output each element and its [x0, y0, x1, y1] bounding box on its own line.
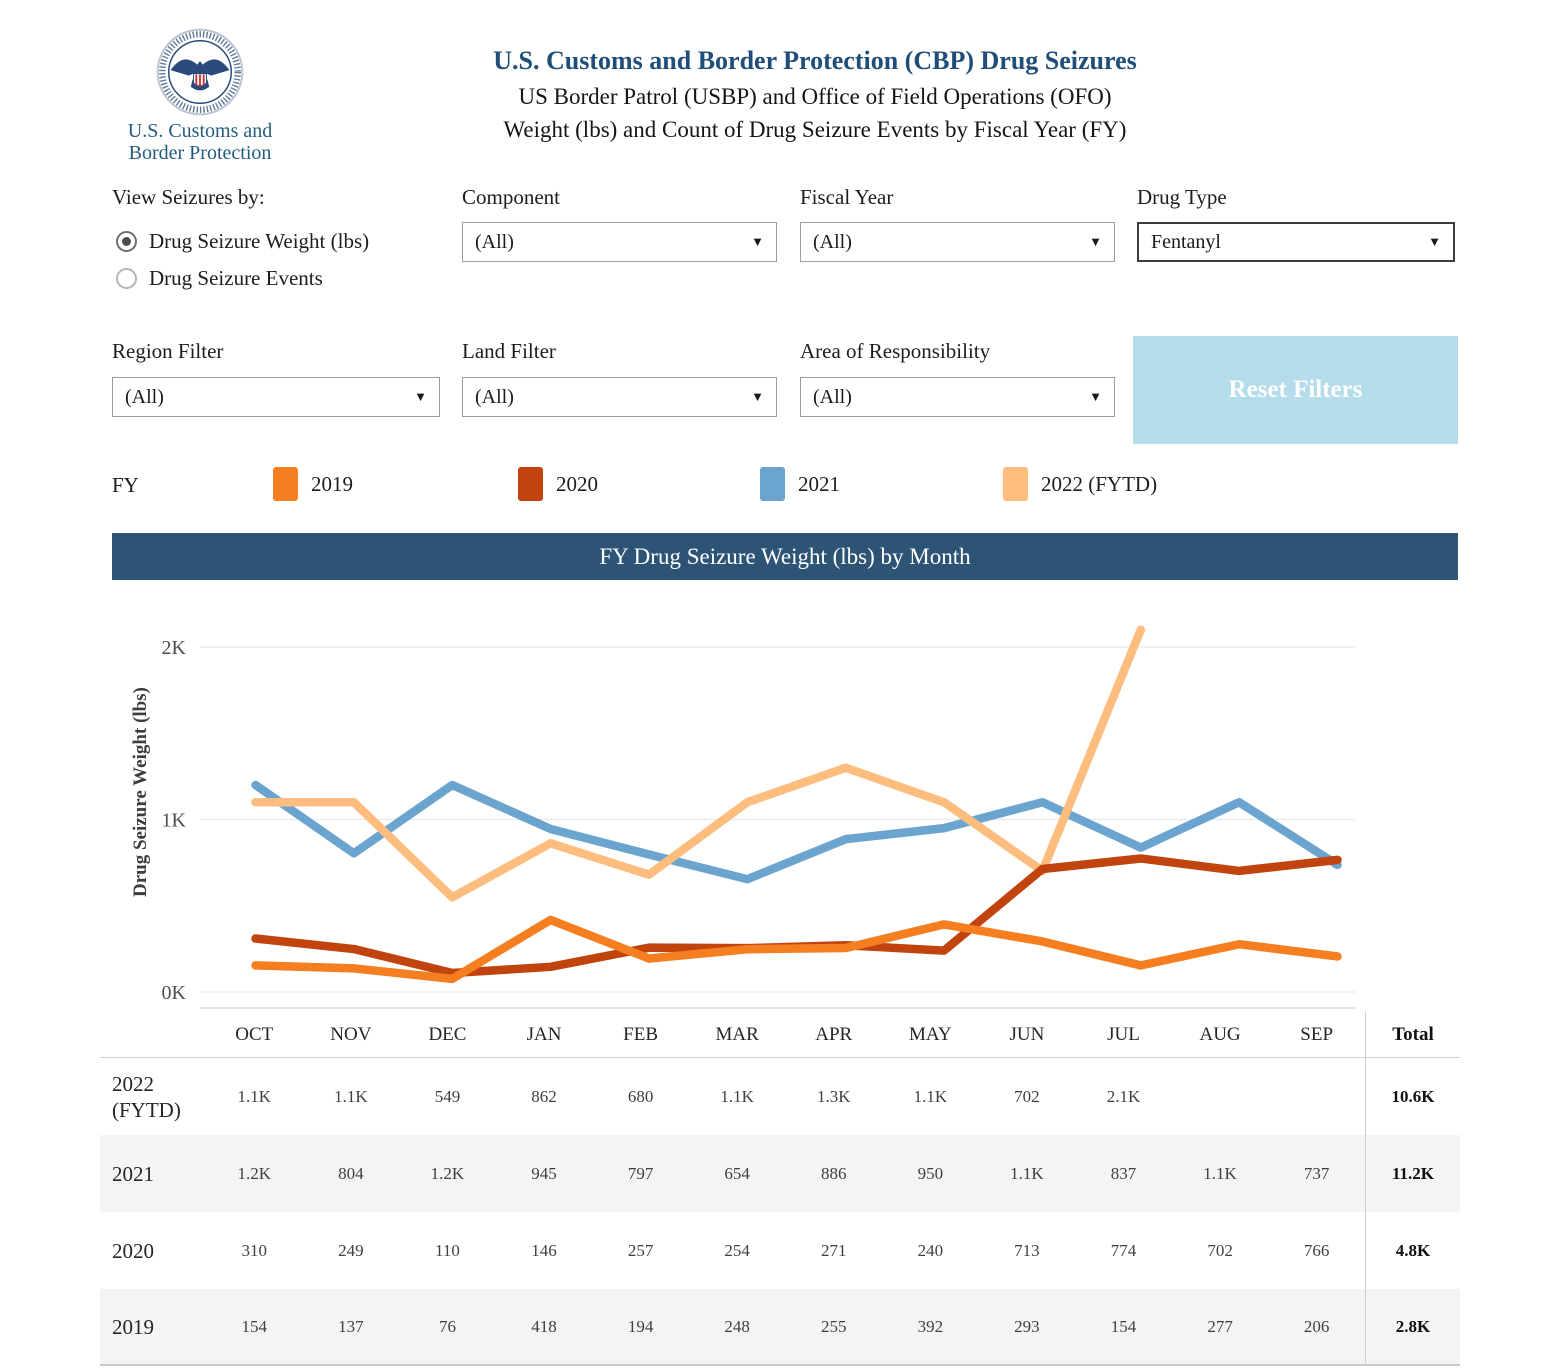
table-cell: 249 [338, 1240, 364, 1260]
row-total-cell: 4.8K [1365, 1212, 1460, 1289]
table-cell: 804 [338, 1163, 364, 1183]
region-filter-dropdown[interactable] [112, 377, 440, 417]
page-subtitle-2: Weight (lbs) and Count of Drug Seizure Events by Fiscal Year (FY) [503, 117, 1127, 142]
chart-line-2019[interactable] [256, 920, 1338, 979]
chevron-down-icon: ▼ [1089, 389, 1102, 404]
table-cell: 194 [627, 1316, 654, 1336]
reset-filters-button-label: Reset Filters [1228, 376, 1363, 403]
view-seizures-by-label: View Seizures by: [112, 185, 265, 209]
logo-caption-line1: U.S. Customs and [127, 120, 273, 142]
table-cell: 680 [627, 1086, 654, 1106]
radio-option-events-label: Drug Seizure Events [149, 265, 323, 290]
table-cell: 702 [1014, 1086, 1040, 1106]
chart-section-title: FY Drug Seizure Weight (lbs) by Month [599, 543, 971, 569]
component-dropdown[interactable] [462, 222, 777, 262]
table-cell: 766 [1303, 1240, 1330, 1260]
radio-option-events[interactable] [116, 263, 323, 293]
row-year-label: 2022 (FYTD) [112, 1071, 181, 1122]
legend-swatch-2022[interactable] [1003, 467, 1028, 501]
chart-line-2022-FYTD-[interactable] [256, 630, 1141, 898]
table-cell: 1.2K [430, 1163, 465, 1183]
table-cell: 862 [531, 1086, 557, 1106]
table-cell: 206 [1303, 1316, 1330, 1336]
fiscal-year-dropdown[interactable] [800, 222, 1115, 262]
row-year-label: 2019 [112, 1314, 154, 1339]
logo-caption [90, 120, 310, 164]
month-column-header: SEP [1300, 1023, 1334, 1045]
month-column-header: MAR [715, 1023, 759, 1045]
row-total-cell: 2.8K [1365, 1289, 1460, 1364]
drug-type-dropdown-value: Fentanyl [1151, 230, 1221, 253]
table-cell: 76 [438, 1316, 456, 1336]
table-cell: 154 [241, 1316, 268, 1336]
table-cell: 240 [917, 1240, 944, 1260]
table-cell: 797 [627, 1163, 654, 1183]
legend-item-2021[interactable] [760, 467, 840, 501]
table-cell: 110 [435, 1240, 460, 1260]
fiscal-year-label: Fiscal Year [800, 185, 894, 209]
legend-item-2020[interactable] [518, 467, 598, 501]
month-column-header: JUN [1009, 1023, 1045, 1045]
table-row [100, 1058, 1460, 1135]
row-total-cell: 11.2K [1365, 1135, 1460, 1212]
table-cell: 293 [1014, 1316, 1040, 1336]
drug-type-label: Drug Type [1137, 185, 1227, 209]
page-title: U.S. Customs and Border Protection (CBP) Drug Seizures [493, 46, 1137, 75]
cbp-seal-icon [148, 26, 252, 118]
table-cell: 137 [338, 1316, 364, 1336]
table-cell: 1.2K [237, 1163, 272, 1183]
month-column-header: NOV [330, 1023, 372, 1045]
reset-filters-button[interactable] [1133, 336, 1458, 444]
table-cell: 255 [821, 1316, 847, 1336]
component-label: Component [462, 185, 560, 209]
month-column-header: DEC [428, 1023, 467, 1045]
area-of-responsibility-dropdown-value: (All) [813, 385, 852, 408]
table-row [100, 1212, 1460, 1289]
radio-option-weight[interactable] [116, 226, 369, 256]
table-cell: 702 [1207, 1240, 1233, 1260]
row-year-label: 2021 [112, 1161, 154, 1186]
drug-type-dropdown[interactable] [1137, 222, 1455, 262]
land-filter-dropdown-value: (All) [475, 385, 514, 408]
row-year-label: 2020 [112, 1238, 154, 1263]
month-column-header: JAN [526, 1023, 562, 1045]
radio-selected-icon[interactable] [116, 231, 137, 252]
table-cell: 271 [821, 1240, 847, 1260]
month-column-header: OCT [235, 1023, 274, 1045]
data-table [100, 1012, 1460, 1366]
table-cell: 774 [1110, 1240, 1137, 1260]
chevron-down-icon: ▼ [1428, 234, 1441, 249]
legend-swatch-2019[interactable] [273, 467, 298, 501]
table-cell: 1.1K [334, 1086, 368, 1106]
table-cell: 549 [434, 1086, 461, 1106]
month-column-header: AUG [1199, 1023, 1241, 1045]
legend-label-2020: 2020 [556, 471, 598, 496]
table-cell: 945 [531, 1163, 557, 1183]
title-block [290, 46, 1340, 146]
table-cell: 886 [821, 1163, 847, 1183]
page-subtitle-1: US Border Patrol (USBP) and Office of Field Operations (OFO) [518, 84, 1112, 109]
area-of-responsibility-dropdown[interactable] [800, 377, 1115, 417]
table-row [100, 1135, 1460, 1212]
y-tick-label: 0K [161, 982, 186, 1004]
table-cell: 1.1K [237, 1086, 272, 1106]
month-column-header: FEB [623, 1023, 659, 1045]
y-tick-label: 1K [161, 809, 186, 832]
month-column-header: MAY [909, 1023, 952, 1045]
table-cell: 277 [1207, 1316, 1233, 1336]
chevron-down-icon: ▼ [414, 389, 427, 404]
legend-item-2019[interactable] [273, 467, 353, 501]
legend-item-2022[interactable] [1003, 467, 1157, 501]
fy-legend-label: FY [112, 473, 139, 497]
table-cell: 713 [1014, 1240, 1040, 1260]
y-tick-label: 2K [161, 637, 186, 659]
radio-option-weight-label: Drug Seizure Weight (lbs) [149, 228, 370, 253]
land-filter-label: Land Filter [462, 339, 556, 363]
table-cell: 1.3K [816, 1086, 851, 1106]
table-cell: 254 [724, 1240, 750, 1260]
cbp-seal-logo [148, 26, 252, 118]
legend-label-2021: 2021 [798, 471, 840, 496]
table-cell: 154 [1110, 1316, 1137, 1336]
chevron-down-icon: ▼ [751, 234, 764, 249]
y-axis-title: Drug Seizure Weight (lbs) [130, 687, 151, 897]
table-cell: 310 [241, 1240, 268, 1260]
legend-swatch-2020[interactable] [518, 467, 543, 501]
table-cell: 1.1K [1010, 1163, 1044, 1183]
area-of-responsibility-label: Area of Responsibility [800, 339, 991, 363]
table-cell: 1.1K [913, 1086, 948, 1106]
table-header-row [100, 1012, 1460, 1058]
legend-swatch-2021[interactable] [760, 467, 785, 501]
month-column-header: JUL [1107, 1023, 1140, 1045]
table-cell: 837 [1110, 1163, 1137, 1183]
table-cell: 248 [724, 1316, 750, 1336]
fiscal-year-dropdown-value: (All) [813, 230, 852, 253]
total-column-header: Total [1365, 1012, 1460, 1057]
logo-caption-line2: Border Protection [128, 142, 272, 164]
table-cell: 392 [917, 1316, 944, 1336]
legend-label-2019: 2019 [311, 471, 353, 496]
table-cell: 257 [627, 1240, 654, 1260]
table-cell: 950 [917, 1163, 944, 1183]
table-cell: 1.1K [1203, 1163, 1237, 1183]
legend-label-2022: 2022 (FYTD) [1041, 471, 1158, 496]
chevron-down-icon: ▼ [1089, 234, 1102, 249]
table-cell: 146 [531, 1240, 557, 1260]
component-dropdown-value: (All) [475, 230, 514, 253]
radio-unselected-icon[interactable] [116, 268, 137, 289]
table-cell: 1.1K [720, 1086, 754, 1106]
table-cell: 2.1K [1106, 1086, 1141, 1106]
region-filter-label: Region Filter [112, 339, 224, 363]
land-filter-dropdown[interactable] [462, 377, 777, 417]
row-total-cell: 10.6K [1365, 1058, 1460, 1135]
month-column-header: APR [815, 1023, 853, 1045]
chart-section-title-bar [112, 533, 1458, 580]
chevron-down-icon: ▼ [751, 389, 764, 404]
table-cell: 654 [724, 1163, 750, 1183]
table-row [100, 1289, 1460, 1366]
table-cell: 418 [531, 1316, 557, 1336]
line-chart [0, 582, 1566, 1012]
table-cell: 737 [1303, 1163, 1330, 1183]
region-filter-dropdown-value: (All) [125, 385, 164, 408]
